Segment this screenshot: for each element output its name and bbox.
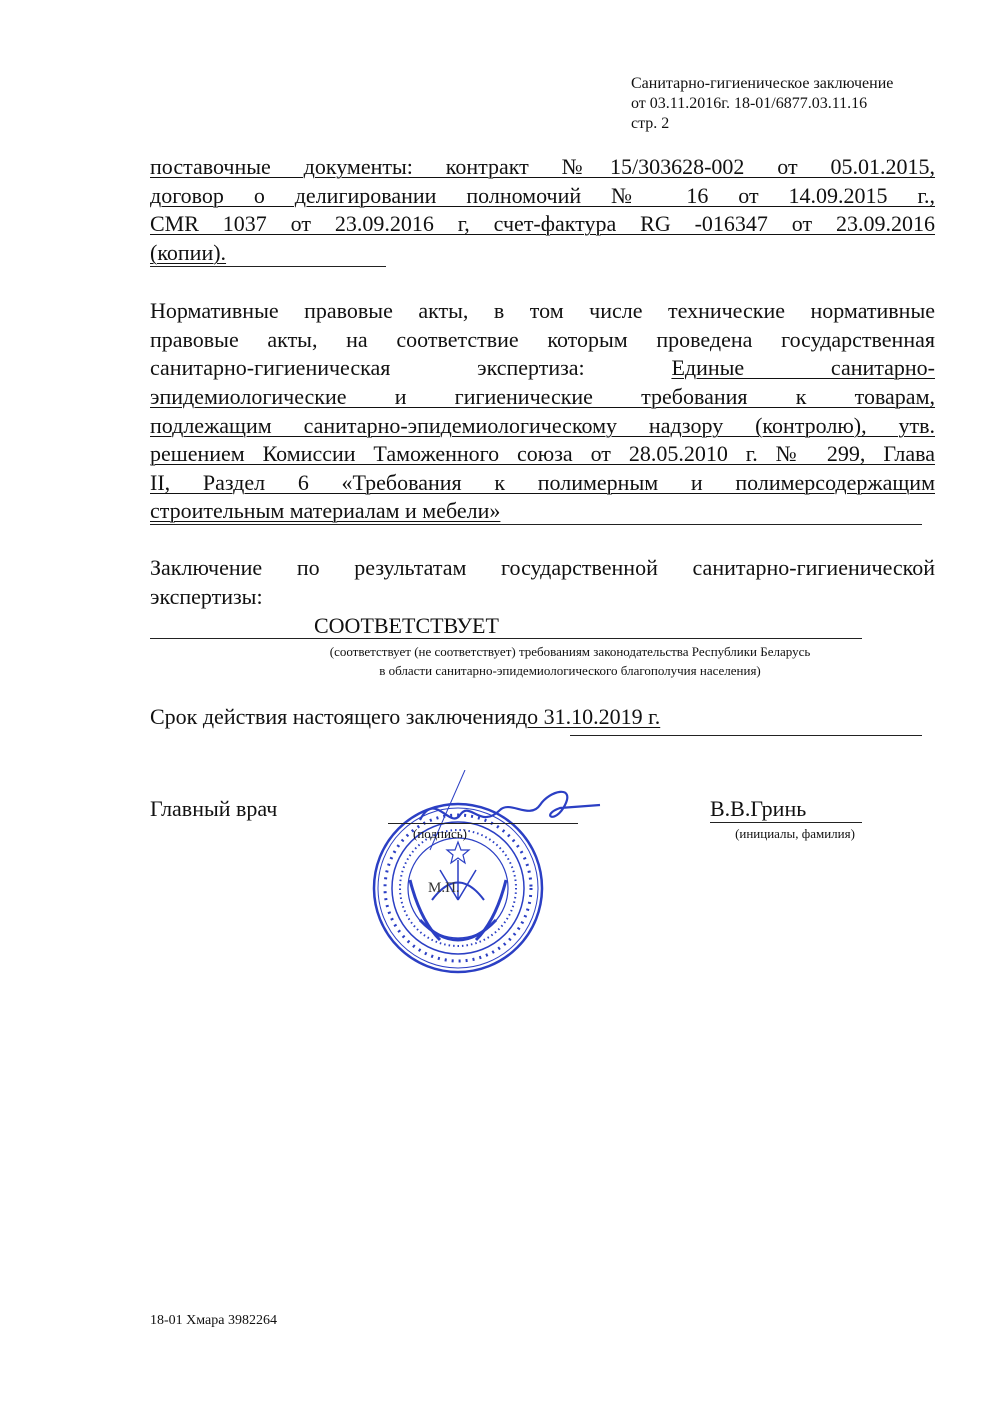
text-line: (копии). bbox=[150, 240, 227, 265]
text-line: подлежащим санитарно-эпидемиологическому надзору (контролю), утв. bbox=[150, 413, 935, 438]
text-line: Заключение по результатам государственной санитарно-гигиенической bbox=[150, 555, 935, 580]
validity-label: Срок действия настоящего заключения bbox=[150, 704, 516, 729]
result-caption: (соответствует (не соответствует) требованиям законодательства Республики Беларусь bbox=[329, 644, 811, 659]
conclusion-result: СООТВЕТСТВУЕТ bbox=[314, 613, 499, 638]
text-line bbox=[150, 703, 935, 731]
text-line: решением Комиссии Таможенного союза от 28.05.2010 г. № 299, Глава bbox=[150, 441, 935, 466]
text-segment: санитарно-гигиеническая экспертиза: bbox=[150, 355, 585, 380]
signer-name: В.В.Гринь bbox=[710, 796, 862, 823]
text-line: Нормативные правовые акты, в том числе технические нормативные bbox=[150, 298, 935, 323]
text-line: договор о делигировании полномочий № 16 от 14.09.2015 г., bbox=[150, 183, 935, 208]
official-stamp bbox=[360, 770, 620, 1010]
underlined-segment: Единые санитарно- bbox=[671, 355, 935, 380]
signer-role: Главный врач bbox=[150, 796, 278, 821]
text-line: поставочные документы: контракт №15/303628-002 от 05.01.2015, bbox=[150, 154, 935, 179]
validity-value: до 31.10.2019 г. bbox=[515, 704, 661, 729]
underline-rule bbox=[150, 638, 862, 639]
signature-caption: (подпись) bbox=[413, 826, 467, 841]
text-line: правовые акты, на соответствие которым проведена государственная bbox=[150, 327, 935, 352]
star-icon bbox=[447, 842, 469, 863]
underline-rule bbox=[150, 524, 922, 525]
name-caption: (инициалы, фамилия) bbox=[735, 826, 855, 841]
text-line: II, Раздел 6 «Требования к полимерным и полимерсодержащим bbox=[150, 470, 935, 495]
header-title: Санитарно-гигиеническое заключение bbox=[631, 75, 894, 92]
text-line bbox=[150, 354, 935, 382]
document-reference-header bbox=[631, 74, 893, 134]
header-page: стр. 2 bbox=[631, 115, 670, 132]
header-number: от 03.11.2016г. 18-01/6877.03.11.16 bbox=[631, 95, 868, 112]
underline-rule bbox=[570, 735, 922, 736]
text-line: CMR 1037 от 23.09.2016 г, счет-фактура RG -016347 от 23.09.2016 bbox=[150, 211, 935, 236]
footer-note: 18-01 Хмара 3982264 bbox=[150, 1313, 277, 1328]
text-line: экспертизы: bbox=[150, 584, 263, 609]
text-line: эпидемиологические и гигиенические требования к товарам, bbox=[150, 384, 935, 409]
result-caption: в области санитарно-эпидемиологического благополучия населения) bbox=[379, 663, 761, 678]
signature-line bbox=[388, 823, 578, 824]
underline-rule bbox=[150, 266, 386, 267]
text-line: строительным материалам и мебели» bbox=[150, 498, 501, 523]
seal-mark: М.П. bbox=[428, 880, 460, 896]
